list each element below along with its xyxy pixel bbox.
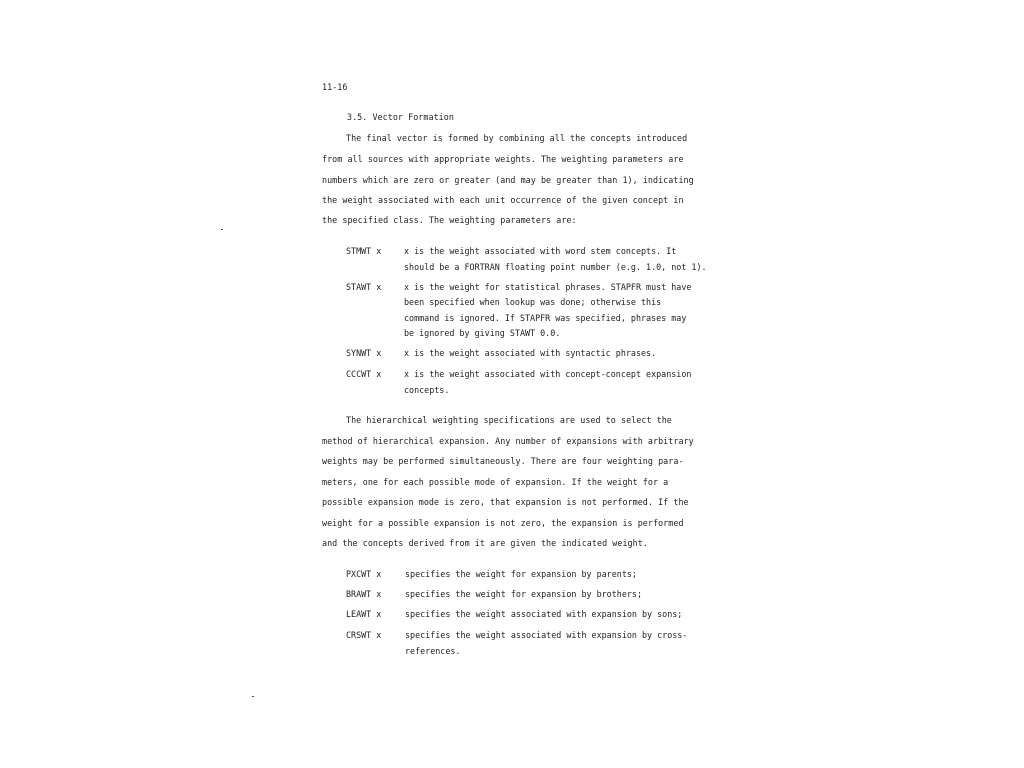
param-name: STAWT x (346, 282, 382, 292)
paragraph-line: numbers which are zero or greater (and may be greater than 1), indicating (322, 175, 694, 185)
param-desc-line: x is the weight associated with word stem concepts. It (404, 246, 677, 256)
scan-speck (221, 229, 223, 230)
paragraph-line: possible expansion mode is zero, that expansion is not performed. If the (322, 497, 689, 507)
param-name: STMWT x (346, 246, 382, 256)
paragraph-line: the specified class. The weighting parameters are: (322, 215, 577, 225)
param-name: LEAWT x (346, 609, 382, 619)
param-desc-line: x is the weight for statistical phrases. STAPFR must have (404, 282, 692, 292)
scan-speck (252, 696, 254, 697)
paragraph-line: from all sources with appropriate weights. The weighting parameters are (322, 154, 684, 164)
paragraph-line: The final vector is formed by combining all the concepts introduced (346, 133, 688, 143)
param-name: CRSWT x (346, 630, 382, 640)
param-desc-line: been specified when lookup was done; otherwise this (404, 297, 662, 307)
param-name: BRAWT x (346, 589, 382, 599)
paragraph-line: meters, one for each possible mode of expansion. If the weight for a (322, 477, 669, 487)
paragraph-line: weight for a possible expansion is not zero, the expansion is performed (322, 518, 684, 528)
param-desc-line: specifies the weight associated with expansion by sons; (405, 609, 683, 619)
page-number: 11-16 (322, 82, 348, 92)
param-desc-line: x is the weight associated with concept-concept expansion (404, 369, 692, 379)
param-desc-line: specifies the weight for expansion by parents; (405, 569, 637, 579)
paragraph-line: The hierarchical weighting specifications are used to select the (346, 415, 672, 425)
param-name: SYNWT x (346, 348, 382, 358)
param-desc-line: command is ignored. If STAPFR was specified, phrases may (404, 313, 687, 323)
paragraph-line: weights may be performed simultaneously. There are four weighting para- (322, 456, 684, 466)
param-desc-line: should be a FORTRAN floating point number (e.g. 1.0, not 1). (404, 262, 707, 272)
param-desc-line: specifies the weight associated with expansion by cross- (405, 630, 688, 640)
paragraph-line: method of hierarchical expansion. Any number of expansions with arbitrary (322, 436, 694, 446)
param-desc-line: specifies the weight for expansion by brothers; (405, 589, 642, 599)
param-desc-line: concepts. (404, 385, 450, 395)
param-desc-line: references. (405, 646, 461, 656)
section-heading: 3.5. Vector Formation (347, 112, 454, 122)
param-name: PXCWT x (346, 569, 382, 579)
paragraph-line: and the concepts derived from it are given the indicated weight. (322, 538, 648, 548)
param-desc-line: be ignored by giving STAWT 0.0. (404, 328, 561, 338)
param-desc-line: x is the weight associated with syntactic phrases. (404, 348, 657, 358)
param-name: CCCWT x (346, 369, 382, 379)
paragraph-line: the weight associated with each unit occurrence of the given concept in (322, 195, 684, 205)
